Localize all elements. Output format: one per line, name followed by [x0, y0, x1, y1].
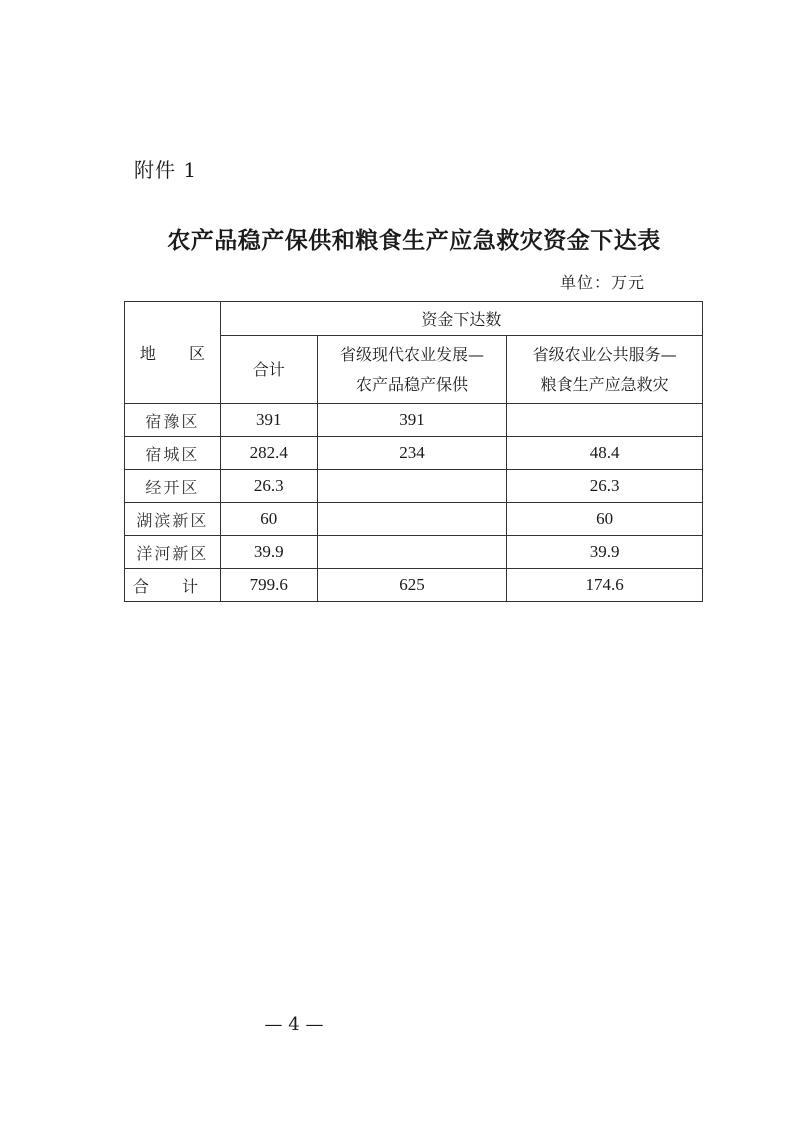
- cell-sum-label: 合 计: [125, 569, 221, 602]
- cell-col-a: [317, 503, 507, 536]
- cell-col-b: [507, 404, 703, 437]
- cell-region: 洋河新区: [125, 536, 221, 569]
- cell-total: 60: [220, 503, 317, 536]
- header-col-b-line2: 粮食生产应急救灾: [540, 374, 669, 394]
- cell-region: 湖滨新区: [125, 503, 221, 536]
- cell-col-b: 39.9: [507, 536, 703, 569]
- cell-col-a: [317, 536, 507, 569]
- header-col-a-line2: 农产品稳产保供: [356, 374, 469, 394]
- cell-col-a: [317, 470, 507, 503]
- cell-total: 39.9: [220, 536, 317, 569]
- table-row: [125, 404, 703, 437]
- header-funds: 资金下达数: [220, 302, 702, 336]
- table-row: [125, 503, 703, 536]
- page-number: — 4 —: [264, 1014, 324, 1035]
- cell-col-a: 391: [317, 404, 507, 437]
- funds-table: [124, 301, 703, 602]
- header-region: 地 区: [125, 302, 221, 404]
- annex-label: 附件 1: [134, 158, 198, 182]
- cell-col-b: 26.3: [507, 470, 703, 503]
- cell-total: 391: [220, 404, 317, 437]
- cell-col-b: 48.4: [507, 437, 703, 470]
- cell-region: 经开区: [125, 470, 221, 503]
- unit-label: 单位：万元: [560, 273, 646, 292]
- table-row: [125, 536, 703, 569]
- document-title: 农产品稳产保供和粮食生产应急救灾资金下达表: [167, 227, 661, 254]
- cell-col-a: 234: [317, 437, 507, 470]
- cell-sum-col-a: 625: [317, 569, 507, 602]
- header-total: 合计: [220, 336, 317, 404]
- cell-region: 宿豫区: [125, 404, 221, 437]
- header-col-b-line1: 省级农业公共服务—: [532, 344, 677, 364]
- cell-total: 282.4: [220, 437, 317, 470]
- cell-sum-col-b: 174.6: [507, 569, 703, 602]
- table-row: [125, 437, 703, 470]
- cell-sum-total: 799.6: [220, 569, 317, 602]
- cell-region: 宿城区: [125, 437, 221, 470]
- header-col-a-line1: 省级现代农业发展—: [340, 344, 485, 364]
- table-row: [125, 470, 703, 503]
- header-col-a: [317, 336, 507, 404]
- cell-total: 26.3: [220, 470, 317, 503]
- table-header-row: [125, 302, 703, 336]
- cell-col-b: 60: [507, 503, 703, 536]
- header-col-b: [507, 336, 703, 404]
- table-sum-row: [125, 569, 703, 602]
